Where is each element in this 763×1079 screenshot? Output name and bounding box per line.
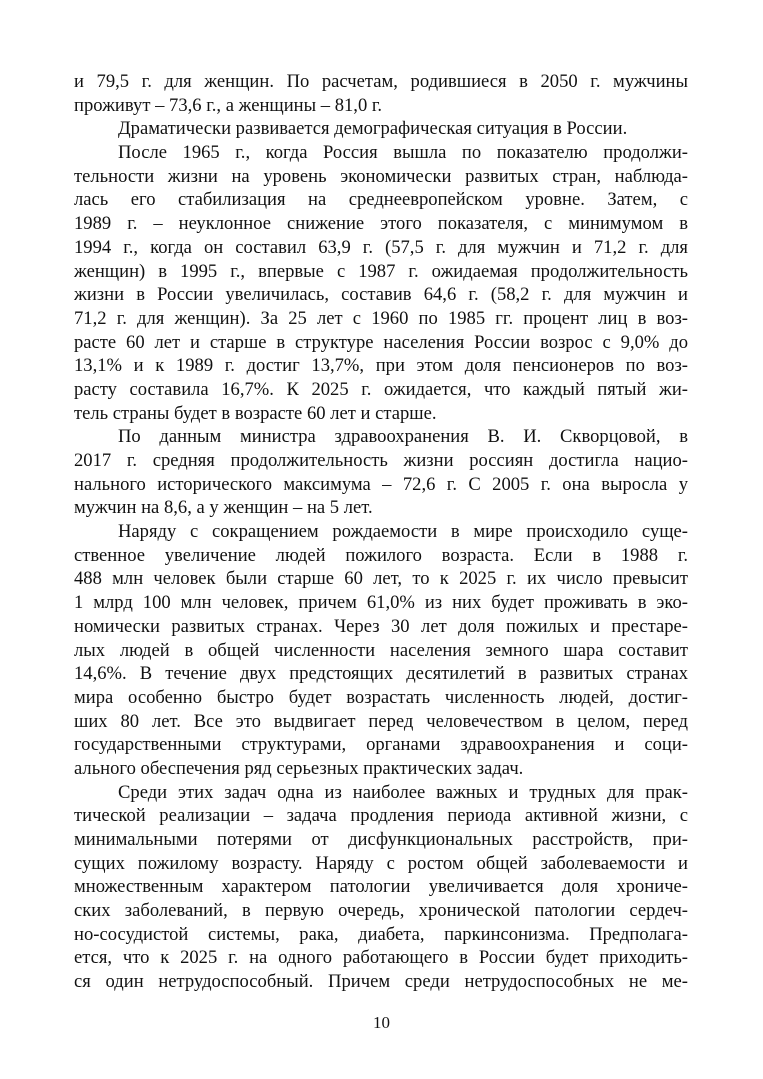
text-line: сущих пожилому возрасту. Наряду с ростом общей заболеваемости и [74, 852, 688, 874]
text-line: ших 80 лет. Все это выдвигает перед человечеством в целом, перед [74, 710, 688, 732]
text-line: ских заболеваний, в первую очередь, хронической патологии сердеч- [74, 900, 688, 922]
text-line: 1994 г., когда он составил 63,9 г. (57,5 г. для мужчин и 71,2 г. для [74, 236, 688, 258]
paragraph [74, 70, 688, 117]
text-line: мужчин на 8,6, а у женщин – на 5 лет. [74, 497, 373, 519]
text-line: тель страны будет в возрасте 60 лет и старше. [74, 402, 437, 424]
text-line: жизни в России увеличилась, составив 64,6 г. (58,2 г. для мужчин и [74, 284, 688, 306]
text-line: нального исторического максимума – 72,6 г. С 2005 г. она выросла у [74, 473, 688, 495]
text-line: минимальными потерями от дисфункциональных расстройств, при- [74, 829, 688, 850]
text-line: номически развитых странах. Через 30 лет доля пожилых и престаре- [74, 615, 688, 637]
text-line: тельности жизни на уровень экономически развитых стран, наблюда- [74, 165, 688, 187]
text-line: но-сосудистой системы, рака, диабета, паркинсонизма. Предполага- [74, 923, 688, 945]
text-line: и 79,5 г. для женщин. По расчетам, родившиеся в 2050 г. мужчины [74, 71, 688, 92]
text-line: тической реализации – задача продления периода активной жизни, с [74, 805, 688, 827]
paragraph [74, 520, 688, 781]
text-line: 71,2 г. для женщин). За 25 лет с 1960 по 1985 гг. процент лиц в воз- [74, 307, 688, 329]
text-line: государственными структурами, органами здравоохранения и соци- [74, 734, 688, 756]
text-line: ственное увеличение людей пожилого возраста. Если в 1988 г. [74, 544, 688, 566]
text-line: 1989 г. – неуклонное снижение этого показателя, с минимумом в [74, 213, 688, 235]
text-line: ется, что к 2025 г. на одного работающего в России будет приходить- [74, 947, 688, 969]
text-line: ся один нетрудоспособный. Причем среди нетрудоспособных не ме- [74, 971, 688, 993]
text-line: лых людей в общей численности населения земного шара составит [74, 639, 688, 661]
text-line: Драматически развивается демографическая ситуация в России. [118, 118, 628, 140]
text-line: ального обеспечения ряд серьезных практических задач. [74, 757, 524, 779]
text-line: множественным характером патологии увеличивается доля хрониче- [74, 876, 688, 898]
paragraph [74, 781, 688, 994]
text-line: мира особенно быстро будет возрастать численность людей, достиг- [74, 686, 688, 708]
text-line: После 1965 г., когда Россия вышла по показателю продолжи- [118, 142, 688, 164]
paragraph [74, 425, 688, 520]
text-line: Наряду с сокращением рождаемости в мире происходило суще- [118, 521, 688, 543]
text-line: 13,1% и к 1989 г. достиг 13,7%, при этом доля пенсионеров по воз- [74, 355, 688, 377]
text-line: проживут – 73,6 г., а женщины – 81,0 г. [74, 94, 383, 116]
text-line: 2017 г. средняя продолжительность жизни россиян достигла нацио- [74, 450, 688, 471]
page-body [74, 70, 688, 994]
text-line: 488 млн человек были старше 60 лет, то к 2025 г. их число превысит [74, 568, 688, 590]
text-line: расту составила 16,7%. К 2025 г. ожидается, что каждый пятый жи- [74, 378, 688, 400]
paragraph [74, 141, 688, 425]
text-line: расте 60 лет и старше в структуре населения России возрос с 9,0% до [74, 331, 688, 353]
text-line: 14,6%. В течение двух предстоящих десятилетий в развитых странах [74, 663, 688, 685]
page-number: 10 [373, 1013, 390, 1032]
text-line: лась его стабилизация на среднеевропейском уровне. Затем, с [74, 189, 688, 211]
text-line: Среди этих задач одна из наиболее важных и трудных для прак- [118, 781, 688, 803]
paragraph [74, 117, 688, 141]
text-line: По данным министра здравоохранения В. И. Скворцовой, в [118, 426, 688, 448]
text-line: 1 млрд 100 млн человек, причем 61,0% из них будет проживать в эко- [74, 592, 688, 614]
text-line: женщин) в 1995 г., впервые с 1987 г. ожидаемая продолжительность [74, 260, 688, 282]
